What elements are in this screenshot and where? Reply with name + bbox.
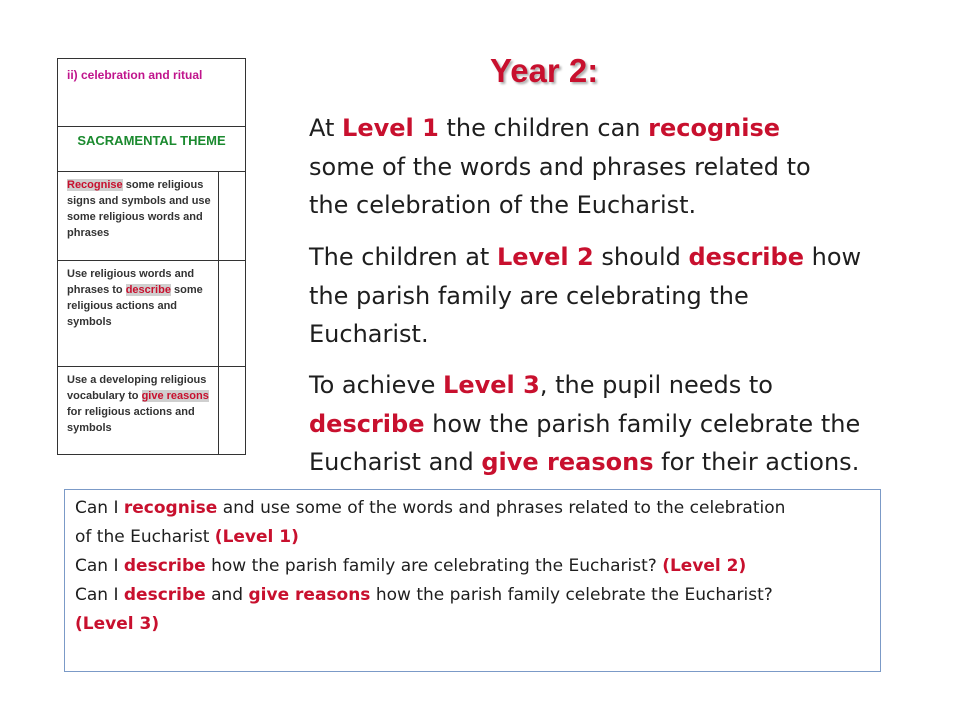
key-verb: describe	[123, 556, 206, 576]
key-verb: give reasons	[248, 585, 371, 605]
table-check-cell	[218, 171, 246, 261]
key-verb: recognise	[648, 114, 781, 142]
theme-table	[57, 58, 246, 455]
level2-paragraph	[309, 238, 861, 354]
key-verb: give reasons	[481, 448, 654, 476]
table-check-cell	[218, 366, 246, 455]
table-header-cell	[57, 58, 246, 127]
key-verb: describe	[309, 409, 425, 438]
level1-paragraph	[309, 109, 811, 225]
question-level2: Can I describe how the parish family are celebrating the Eucharist? (Level 2)	[75, 556, 747, 576]
row-rest: some religious signs and symbols and use some religious words and phrases	[67, 179, 211, 239]
level3-line2: describe how the parish family celebrate the	[309, 409, 861, 438]
key-verb: recognise	[123, 498, 218, 518]
key-word: give reasons	[141, 390, 209, 402]
key-word: describe	[125, 284, 171, 296]
row-rest: some religious actions and symbols	[67, 284, 203, 328]
level2-line2: the parish family are celebrating the	[309, 281, 749, 310]
level3-line3: Eucharist and give reasons for their actions.	[309, 448, 860, 476]
level3-line1: To achieve Level 3, the pupil needs to	[309, 371, 773, 399]
question-level1-cont: of the Eucharist (Level 1)	[75, 527, 299, 547]
table-row-level2	[57, 260, 219, 367]
level-label: (Level 1)	[214, 527, 299, 547]
level1-line3: the celebration of the Eucharist.	[309, 191, 697, 219]
level-label: Level 1	[342, 114, 439, 142]
table-theme-cell	[57, 126, 246, 172]
question-level1: Can I recognise and use some of the words and phrases related to the celebration	[75, 498, 786, 518]
self-assessment-box	[64, 489, 881, 672]
table-check-cell	[218, 260, 246, 367]
level1-line1: At Level 1 the children can recognise	[309, 114, 781, 142]
level1-line2: some of the words and phrases related to	[309, 152, 811, 181]
level2-line3: Eucharist.	[309, 320, 429, 348]
page-title: Year 2:	[490, 52, 599, 89]
table-theme-text: SACRAMENTAL THEME	[77, 133, 226, 148]
question-level3-label	[75, 610, 880, 639]
table-row-text	[67, 266, 212, 330]
key-verb: describe	[688, 243, 804, 271]
key-verb: describe	[123, 585, 206, 605]
table-row-text	[67, 177, 212, 241]
level2-line1: The children at Level 2 should describe how	[309, 243, 862, 271]
table-row-text	[67, 372, 212, 436]
level-label: Level 2	[496, 243, 594, 271]
level3-paragraph	[309, 366, 860, 482]
row-rest: for religious actions and symbols	[67, 406, 195, 434]
key-word: Recognise	[67, 179, 123, 191]
question-level3: Can I describe and give reasons how the parish family celebrate the Eucharist?	[75, 585, 773, 605]
row-before: Use a developing religious vocabulary to	[67, 374, 207, 402]
table-header-text: ii) celebration and ritual	[67, 68, 203, 82]
level-label: Level 3	[443, 371, 540, 399]
table-row-level3	[57, 366, 219, 455]
level-label: (Level 3)	[75, 614, 160, 634]
level-label: (Level 2)	[662, 556, 747, 576]
row-before: Use religious words and phrases to	[67, 268, 195, 296]
table-row-level1	[57, 171, 219, 261]
